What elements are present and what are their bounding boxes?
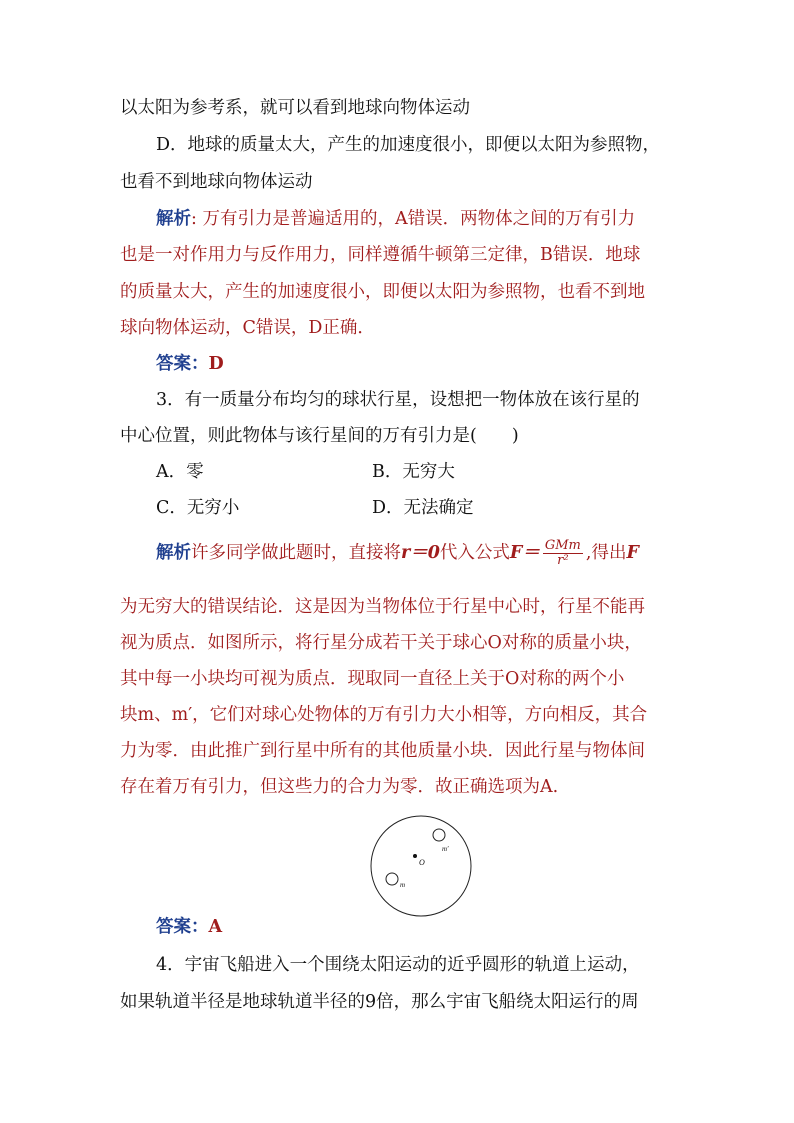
q2-option-d-line2: 也看不到地球向物体运动: [120, 172, 313, 192]
q3-analysis-r0: r＝0: [401, 543, 440, 563]
center-label: O: [419, 858, 425, 867]
q2-analysis-line2: 也是一对作用力与反作用力，同样遵循牛顿第三定律，B错误．地球: [120, 245, 641, 265]
mass-block-m-prime: [433, 829, 445, 841]
q2-analysis-line4: 球向物体运动，C错误，D正确．: [120, 318, 375, 338]
q3-option-b: B．无穷大: [372, 462, 455, 482]
q3-option-d: D．无法确定: [372, 498, 474, 518]
q2-answer: [156, 352, 224, 376]
q3-analysis-pre: 许多同学做此题时，直接将: [191, 543, 401, 563]
planet-diagram: [369, 814, 473, 918]
q3-formula-numerator: GMm: [544, 538, 581, 553]
q4-stem-line1: 4．宇宙飞船进入一个围绕太阳运动的近乎圆形的轨道上运动，: [156, 955, 640, 975]
q3-answer-value: A: [208, 917, 223, 937]
q3-formula-denominator: r²: [557, 553, 569, 568]
mass-label-m: m: [400, 881, 406, 889]
q3-analysis-line6: 力为零．由此推广到行星中所有的其他质量小块．因此行星与物体间: [120, 741, 645, 761]
q3-answer: [156, 915, 222, 939]
q3-stem-line2: 中心位置，则此物体与该行星间的万有引力是( ): [120, 426, 519, 446]
q2-answer-value: D: [208, 354, 224, 374]
q3-analysis-label: 解析: [156, 543, 191, 563]
q3-stem-line1: 3．有一质量分布均匀的球状行星，设想把一物体放在该行星的: [156, 390, 640, 410]
q2-analysis-line3: 的质量太大，产生的加速度很小，即便以太阳为参照物，也看不到地: [120, 282, 645, 302]
q2-analysis-line1: [156, 207, 635, 231]
q3-analysis-line4: 其中每一小块均可视为质点．现取同一直径上关于O对称的两个小: [120, 669, 625, 689]
center-point: [413, 854, 417, 858]
q3-formula-lhs: F＝: [509, 543, 540, 563]
mass-label-m-prime: m′: [442, 845, 449, 853]
q2-analysis-text1: : 万有引力是普遍适用的，A错误．两物体之间的万有引力: [191, 209, 636, 229]
q3-analysis-line7: 存在着万有引力，但这些力的合力为零．故正确选项为A.: [120, 777, 559, 797]
q3-option-c: C．无穷小: [156, 498, 240, 518]
q3-option-a: A．零: [156, 462, 204, 482]
q3-analysis-line1: [156, 538, 639, 568]
q3-formula-fraction: [543, 539, 583, 568]
q3-analysis-post: ,得出: [585, 543, 627, 563]
q3-analysis-line3: 视为质点．如图所示，将行星分成若干关于球心O对称的质量小块，: [120, 633, 642, 653]
q3-answer-label: 答案：: [156, 917, 209, 937]
q4-stem-line2: 如果轨道半径是地球轨道半径的9倍，那么宇宙飞船绕太阳运行的周: [120, 992, 639, 1012]
q3-analysis-F: F: [626, 543, 639, 563]
q3-analysis-line2: 为无穷大的错误结论．这是因为当物体位于行星中心时，行星不能再: [120, 597, 645, 617]
q3-analysis-mid: 代入公式: [439, 543, 510, 563]
q2-analysis-label: 解析: [156, 209, 191, 229]
q2-option-d-line1: D．地球的质量太大，产生的加速度很小，即便以太阳为参照物，: [156, 135, 661, 155]
mass-block-m: [386, 873, 398, 885]
q3-analysis-line5: 块m、m′，它们对球心处物体的万有引力大小相等，方向相反，其合: [120, 705, 648, 725]
q2-line1: 以太阳为参考系，就可以看到地球向物体运动: [120, 98, 470, 118]
q2-answer-label: 答案：: [156, 354, 209, 374]
